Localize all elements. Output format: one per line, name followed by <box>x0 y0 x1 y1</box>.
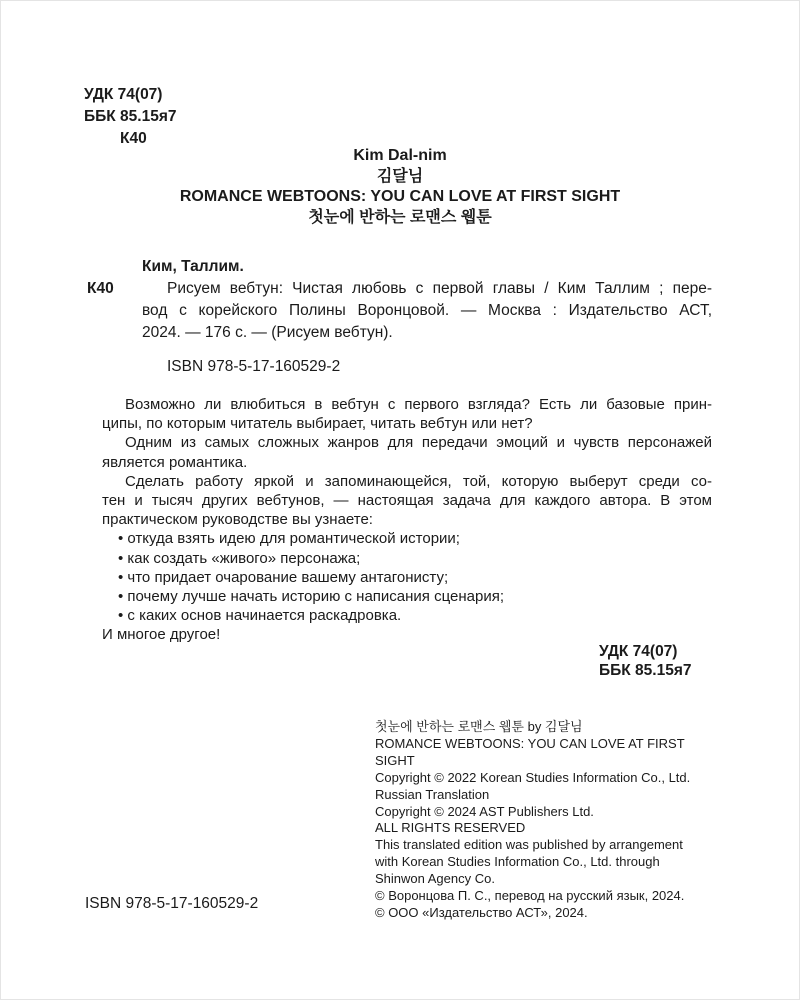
text-line: Одним из самых сложных жанров для передачи эмоций и чувств персонажей <box>125 434 712 452</box>
catalog-card <box>84 256 712 378</box>
text-line: тен и тысяч других вебтунов, — настоящая задача для каждого автора. В этом <box>102 492 712 510</box>
bbk-code: ББК 85.15я7 <box>84 108 177 125</box>
footer-isbn: ISBN 978-5-17-160529-2 <box>85 895 259 912</box>
copyright-line: ROMANCE WEBTOONS: YOU CAN LOVE AT FIRST <box>375 735 685 751</box>
udk-code: УДК 74(07) <box>84 86 163 103</box>
text-line: практическом руководстве вы узнаете: <box>102 511 373 529</box>
text-line: И многое другое! <box>102 626 221 644</box>
copyright-line: This translated edition was published by arrangement <box>375 837 683 853</box>
text-line: Рисуем вебтун: Чистая любовь с первой главы / Ким Таллим ; пере- <box>167 280 712 297</box>
copyright-line: 첫눈에 반하는 로맨스 웹툰 by 김달님 <box>375 719 583 734</box>
top-catalog-codes <box>84 84 177 150</box>
text-line: • как создать «живого» персонажа; <box>118 549 361 567</box>
text-line: является романтика. <box>102 453 248 471</box>
copyright-line: with Korean Studies Information Co., Ltd. through <box>375 854 660 870</box>
text-line: ципы, по которым читатель выбирает, читать вебтун или нет? <box>102 415 533 433</box>
text-line: вод с корейского Полины Воронцовой. — Москва : Издательство АСТ, <box>142 302 712 319</box>
text-line: • с каких основ начинается раскадровка. <box>118 607 402 625</box>
text-line: • откуда взять идею для романтической истории; <box>118 530 460 548</box>
catalog-isbn: ISBN 978-5-17-160529-2 <box>167 358 341 375</box>
bbk-code-bottom: ББК 85.15я7 <box>599 661 692 679</box>
catalog-entry-lines <box>142 278 712 344</box>
author-sign-code: К40 <box>120 130 147 147</box>
copyright-line: SIGHT <box>375 752 415 768</box>
original-title-block <box>0 146 800 228</box>
title-korean: 첫눈에 반하는 로맨스 웹툰 <box>308 208 492 226</box>
copyright-line: © Воронцова П. С., перевод на русский язык, 2024. <box>375 888 685 904</box>
copyright-line: © ООО «Издательство АСТ», 2024. <box>375 904 588 920</box>
copyright-block <box>375 719 690 922</box>
author-name-korean: 김달님 <box>376 167 424 185</box>
annotation-text <box>102 395 712 645</box>
text-line: Сделать работу яркой и запоминающейся, той, которую выберут среди со- <box>125 472 712 490</box>
bottom-catalog-codes <box>599 643 692 680</box>
copyright-line: Copyright © 2022 Korean Studies Information Co., Ltd. <box>375 769 691 785</box>
copyright-line: Copyright © 2024 AST Publishers Ltd. <box>375 803 594 819</box>
text-line: 2024. — 176 с. — (Рисуем вебтун). <box>142 324 393 341</box>
text-line: • почему лучше начать историю с написания сценария; <box>118 588 505 606</box>
text-line: • что придает очарование вашему антагонисту; <box>118 568 449 586</box>
title-english: ROMANCE WEBTOONS: YOU CAN LOVE AT FIRST SIGHT <box>179 188 621 205</box>
catalog-margin-code: К40 <box>87 280 114 297</box>
catalog-author: Ким, Таллим. <box>142 258 244 275</box>
author-name-latin: Kim Dal-nim <box>353 147 447 164</box>
udk-code-bottom: УДК 74(07) <box>599 643 678 660</box>
copyright-line: Shinwon Agency Co. <box>375 871 495 887</box>
text-line: Возможно ли влюбиться в вебтун с первого взгляда? Есть ли базовые прин- <box>125 396 712 413</box>
catalog-entry <box>84 278 712 344</box>
copyright-line: Russian Translation <box>375 786 490 802</box>
copyright-line: ALL RIGHTS RESERVED <box>375 820 526 836</box>
